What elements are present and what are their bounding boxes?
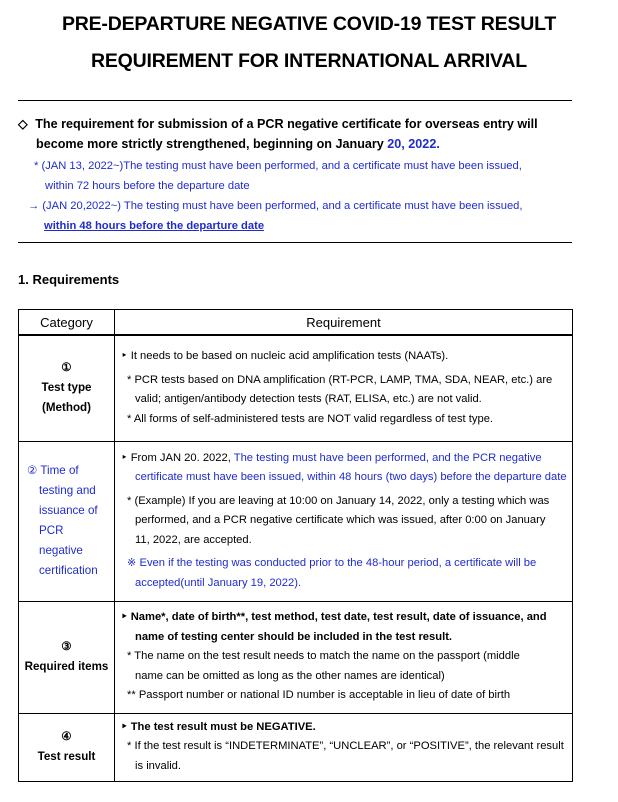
header-category: Category: [19, 310, 115, 336]
intro-jan20-line1: → (JAN 20,2022~) The testing must have been performed, and a certificate must have been issued,: [28, 200, 523, 212]
diamond-bullet-icon: ◇: [18, 117, 28, 131]
table-row-required-items: [19, 601, 573, 713]
table-header-row: [19, 310, 573, 336]
requirement-test-type: ‣ It needs to be based on nucleic acid amplification tests (NAATs). * PCR tests based on DNA amplification (RT-PCR, LAMP, TMA, SDA, NEAR, etc.) are valid; antigen/antibody detection tests (RAT, ELISA, etc.) are not valid. * All forms of self-administered tests are NOT valid regardless of test type.: [115, 335, 573, 441]
requirement-time-of-testing: ‣ From JAN 20. 2022, The testing must have been performed, and the PCR negative certificate must have been issued, within 48 hours (two days) before the departure date * (Example) If you are leaving at 10:00 on January 14, 2022, only a testing which was performed, and a PCR negative certificate which was issued, after 0:00 on January 11, 2022, are accepted. ※ Even if the testing was conducted prior to the 48-hour period, a certificate will be accepted(until January 19, 2022).: [115, 441, 573, 601]
intro-divider: [18, 242, 572, 243]
table-row-test-result: [19, 713, 573, 781]
category-required-items: ③ Required items: [19, 601, 115, 713]
intro-main-line2: become more strictly strengthened, beginning on January 20, 2022.: [36, 137, 440, 151]
category-test-type: ① Test type (Method): [19, 335, 115, 441]
intro-main-line1: ◇ The requirement for submission of a PCR negative certificate for overseas entry will: [18, 117, 538, 131]
intro-jan13-line1: * (JAN 13, 2022~)The testing must have been performed, and a certificate must have been issued,: [34, 160, 522, 172]
intro-jan13-line2: within 72 hours before the departure date: [45, 180, 250, 192]
top-divider: [18, 100, 572, 101]
category-time-of-testing: ② Time of testing and issuance of PCR negative certification: [19, 441, 115, 601]
page-title-line1: PRE-DEPARTURE NEGATIVE COVID-19 TEST RESULT: [61, 13, 557, 35]
table-row-test-type: [19, 335, 573, 441]
requirements-table: [18, 309, 573, 782]
table-row-time-of-testing: [19, 441, 573, 601]
header-requirement: Requirement: [115, 310, 573, 336]
page-title-line2: REQUIREMENT FOR INTERNATIONAL ARRIVAL: [90, 50, 528, 72]
requirement-test-result: ‣ The test result must be NEGATIVE. * If the test result is “INDETERMINATE”, “UNCLEAR”, or “POSITIVE”, the relevant result is invalid.: [115, 713, 573, 781]
intro-jan20-line2: within 48 hours before the departure date: [44, 220, 265, 232]
requirements-heading: 1. Requirements: [18, 272, 120, 287]
category-test-result: ④ Test result: [19, 713, 115, 781]
effective-date: 20, 2022.: [387, 137, 440, 151]
requirement-required-items: ‣ Name*, date of birth**, test method, test date, test result, date of issuance, and name of testing center should be included in the test result. * The name on the test result needs to match the name on the passport (middle name can be omitted as long as the other names are identical) ** Passport number or national ID number is acceptable in lieu of date of birth: [115, 601, 573, 713]
